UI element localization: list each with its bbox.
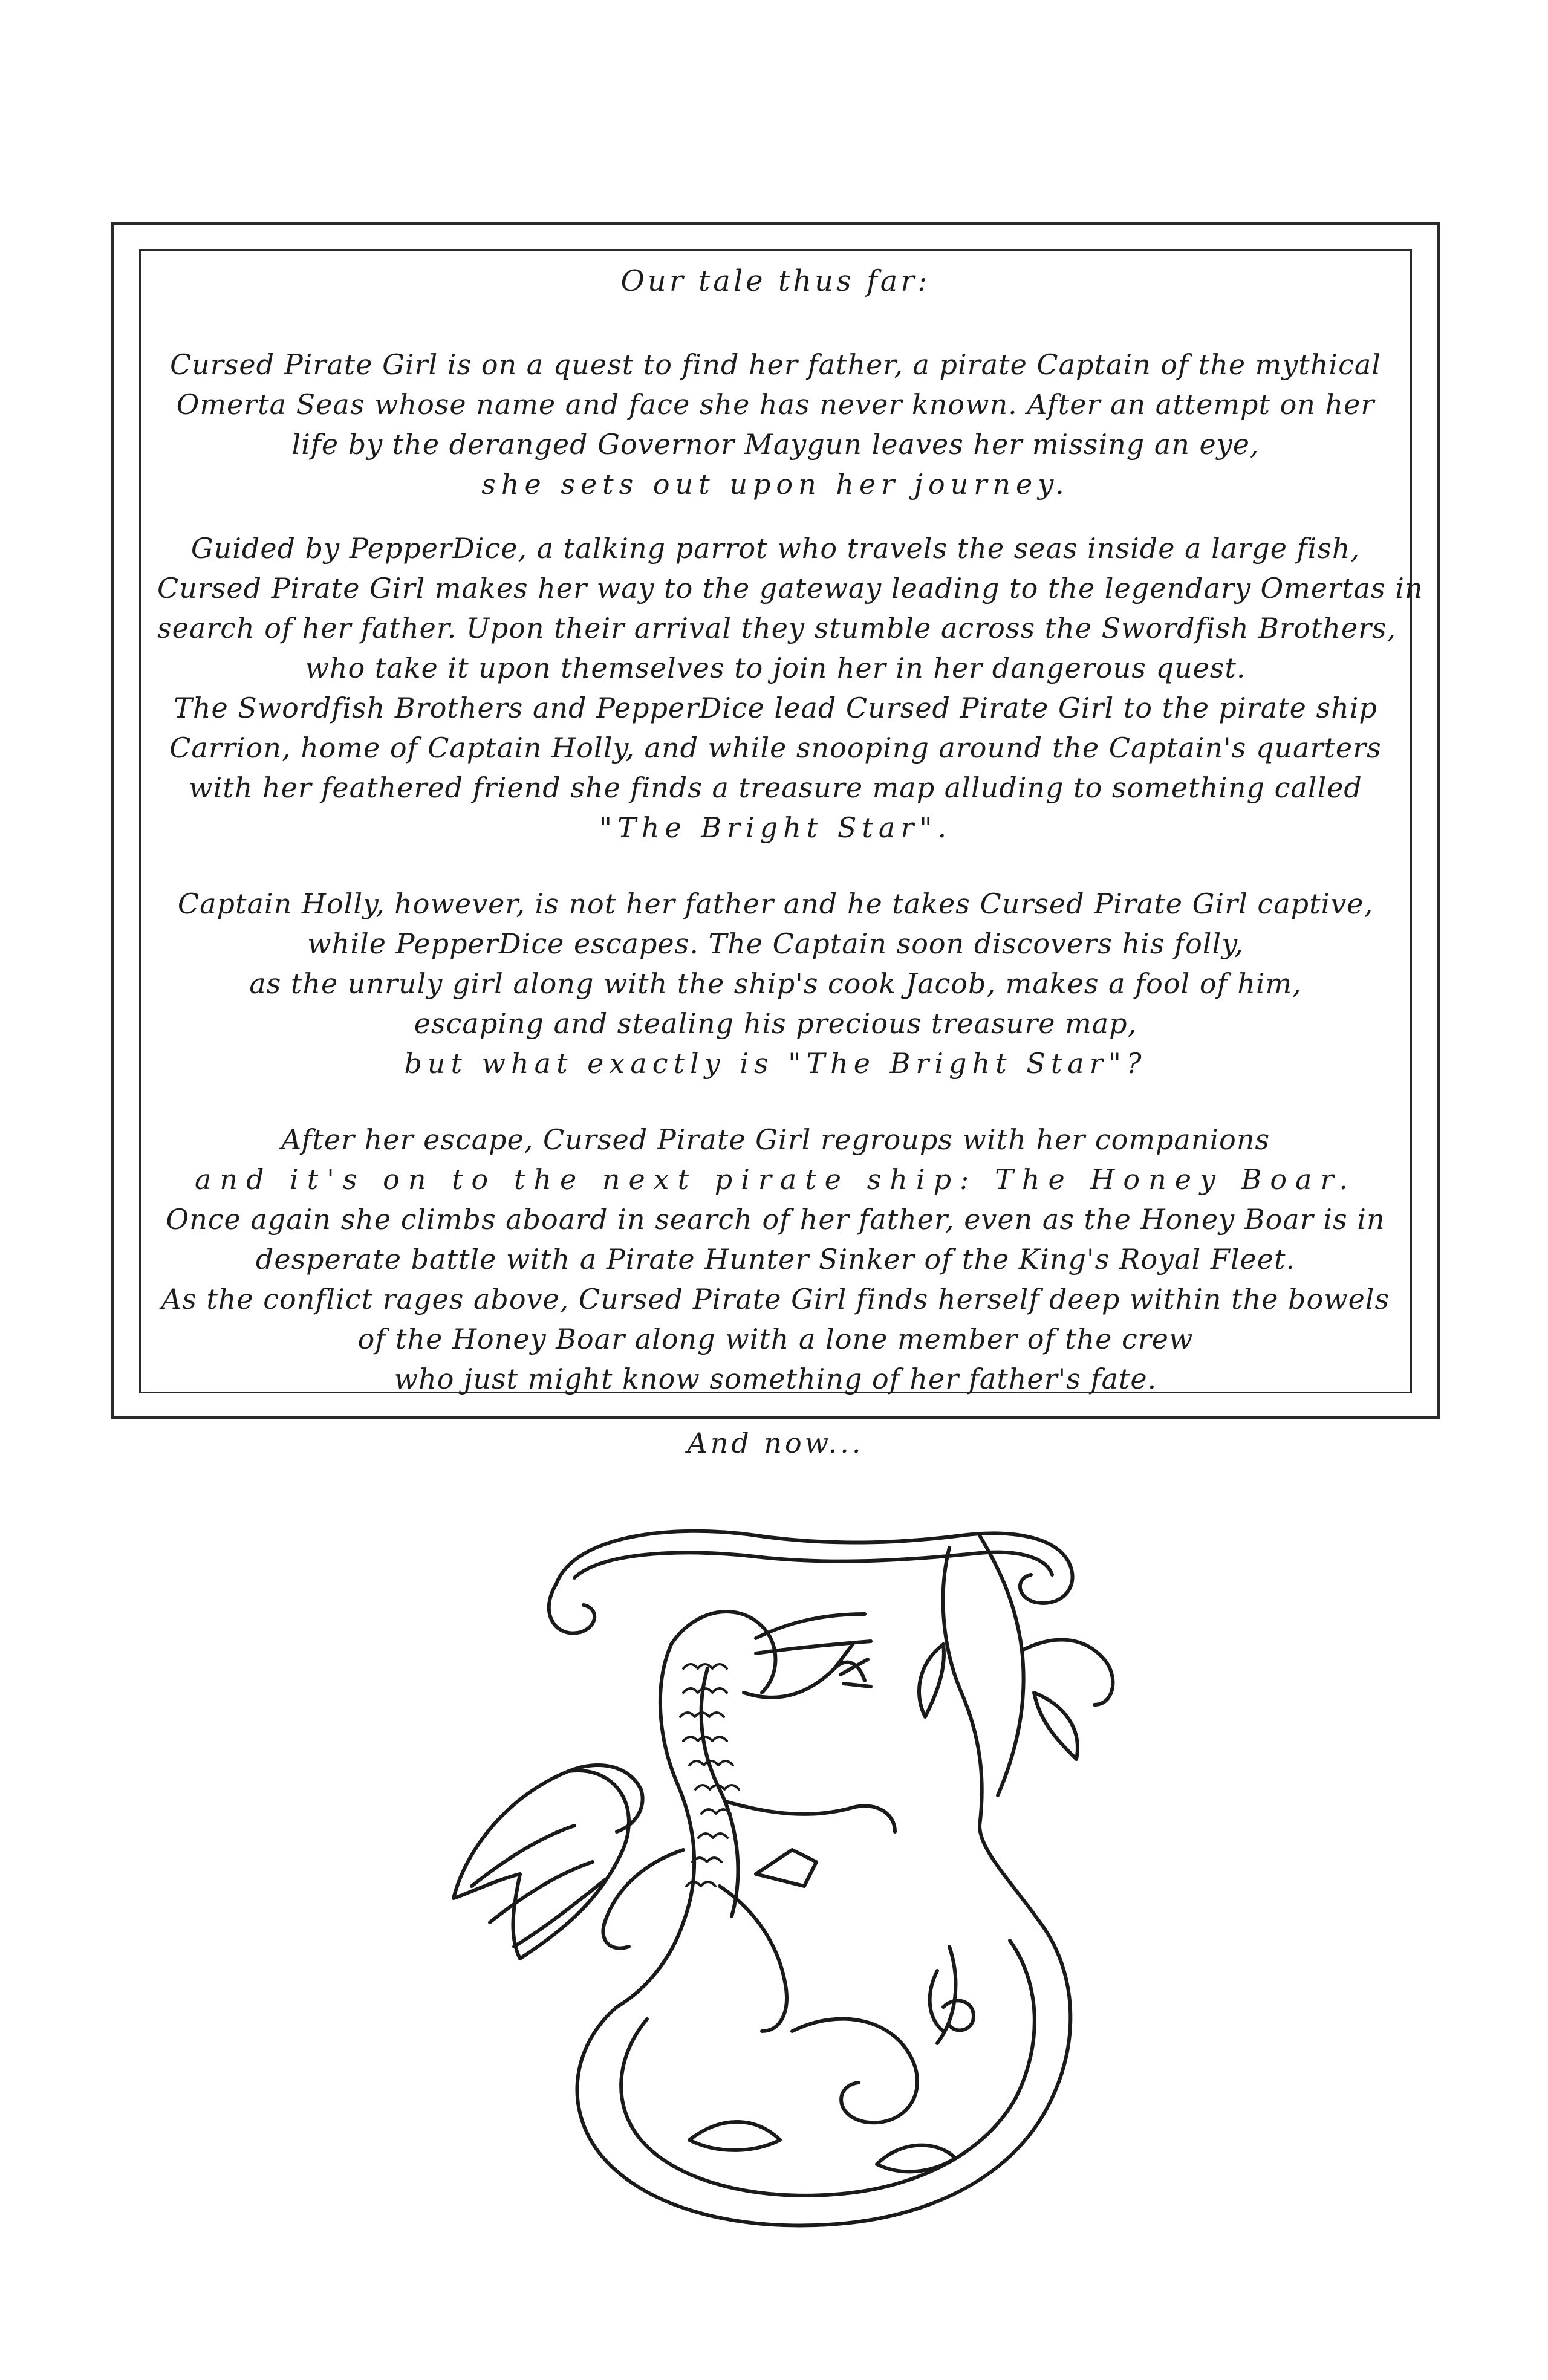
vine-leaf — [1034, 1693, 1078, 1759]
creature-foot — [756, 1850, 816, 1886]
acanthus-scroll-inner — [574, 1552, 1052, 1578]
acanthus-curl-left — [549, 1584, 594, 1633]
recap-closing: And now... — [687, 1427, 864, 1459]
creature-body-inner — [701, 1668, 738, 1916]
paragraph-line: and it's on to the next pirate ship: The Honey Boar. — [194, 1163, 1357, 1196]
recap-heading: Our tale thus far: — [620, 264, 931, 298]
paragraph-line: as the unruly girl along with the ship's cook Jacob, makes a fool of him, — [249, 967, 1302, 1000]
paragraph-line: The Swordfish Brothers and PepperDice lead Cursed Pirate Girl to the pirate ship — [174, 692, 1377, 724]
paragraph-line: Omerta Seas whose name and face she has never known. After an attempt on her — [176, 388, 1375, 421]
paragraph-line: After her escape, Cursed Pirate Girl regroups with her companions — [281, 1123, 1270, 1156]
ornamental-loop — [577, 1826, 1070, 2226]
creature-leg — [720, 1886, 787, 2031]
paragraph-line: while PepperDice escapes. The Captain soon discovers his folly, — [307, 927, 1244, 960]
ornamental-loop-inner — [621, 1941, 1035, 2196]
paragraph-line: life by the deranged Governor Maygun leaves her missing an eye, — [291, 428, 1260, 461]
vine-tendril — [943, 1548, 982, 1826]
paragraph-line: Once again she climbs aboard in search of her father, even as the Honey Boar is in — [166, 1203, 1385, 1236]
vine-leaf — [919, 1644, 944, 1717]
vine-tendril — [980, 1535, 1024, 1795]
recap-paragraph-2 — [157, 528, 1423, 848]
ornamental-leaf — [689, 2122, 780, 2150]
conch-shell-opening — [568, 1765, 643, 1832]
illuminated-initial-letter-icon — [417, 1511, 1282, 2273]
creature-arm — [726, 1801, 895, 1832]
paragraph-line: Captain Holly, however, is not her father and he takes Cursed Pirate Girl captive, — [177, 887, 1374, 920]
conch-shell-ridges — [472, 1826, 605, 1947]
paragraph-line: escaping and stealing his precious treasure map, — [414, 1007, 1137, 1040]
paragraph-line: Guided by PepperDice, a talking parrot who travels the seas inside a large fish, — [190, 532, 1361, 565]
paragraph-line: who just might know something of her father's fate. — [394, 1363, 1157, 1395]
ornamental-swirl — [792, 2019, 917, 2123]
paragraph-line: she sets out upon her journey. — [481, 468, 1070, 501]
paragraph-line: Carrion, home of Captain Holly, and while snooping around the Captain's quarters — [169, 731, 1382, 764]
paragraph-line: of the Honey Boar along with a lone member of the crew — [357, 1323, 1194, 1355]
recap-text-block — [157, 260, 1423, 1459]
paragraph-line: search of her father. Upon their arrival they stumble across the Swordfish Brothers, — [157, 612, 1397, 644]
paragraph-line: but what exactly is "The Bright Star"? — [404, 1047, 1147, 1080]
paragraph-line: "The Bright Star". — [599, 811, 952, 844]
recap-paragraph-3 — [157, 884, 1394, 1083]
paragraph-line: desperate battle with a Pirate Hunter Sinker of the King's Royal Fleet. — [255, 1243, 1296, 1276]
paragraph-line: with her feathered friend she finds a treasure map alluding to something called — [189, 771, 1362, 804]
recap-paragraph-4 — [157, 1120, 1394, 1399]
scale-pattern — [680, 1664, 739, 1886]
recap-paragraph-1 — [157, 345, 1394, 504]
paragraph-line: Cursed Pirate Girl makes her way to the gateway leading to the legendary Omertas in — [157, 572, 1423, 605]
paragraph-line: As the conflict rages above, Cursed Pirate Girl finds herself deep within the bowels — [161, 1283, 1390, 1315]
paragraph-line: Cursed Pirate Girl is on a quest to find her father, a pirate Captain of the mythical — [169, 348, 1381, 381]
paragraph-line: who take it upon themselves to join her in her dangerous quest. — [305, 652, 1246, 684]
ornamental-spiral — [943, 2000, 974, 2030]
ornamental-leaf — [877, 2145, 955, 2172]
